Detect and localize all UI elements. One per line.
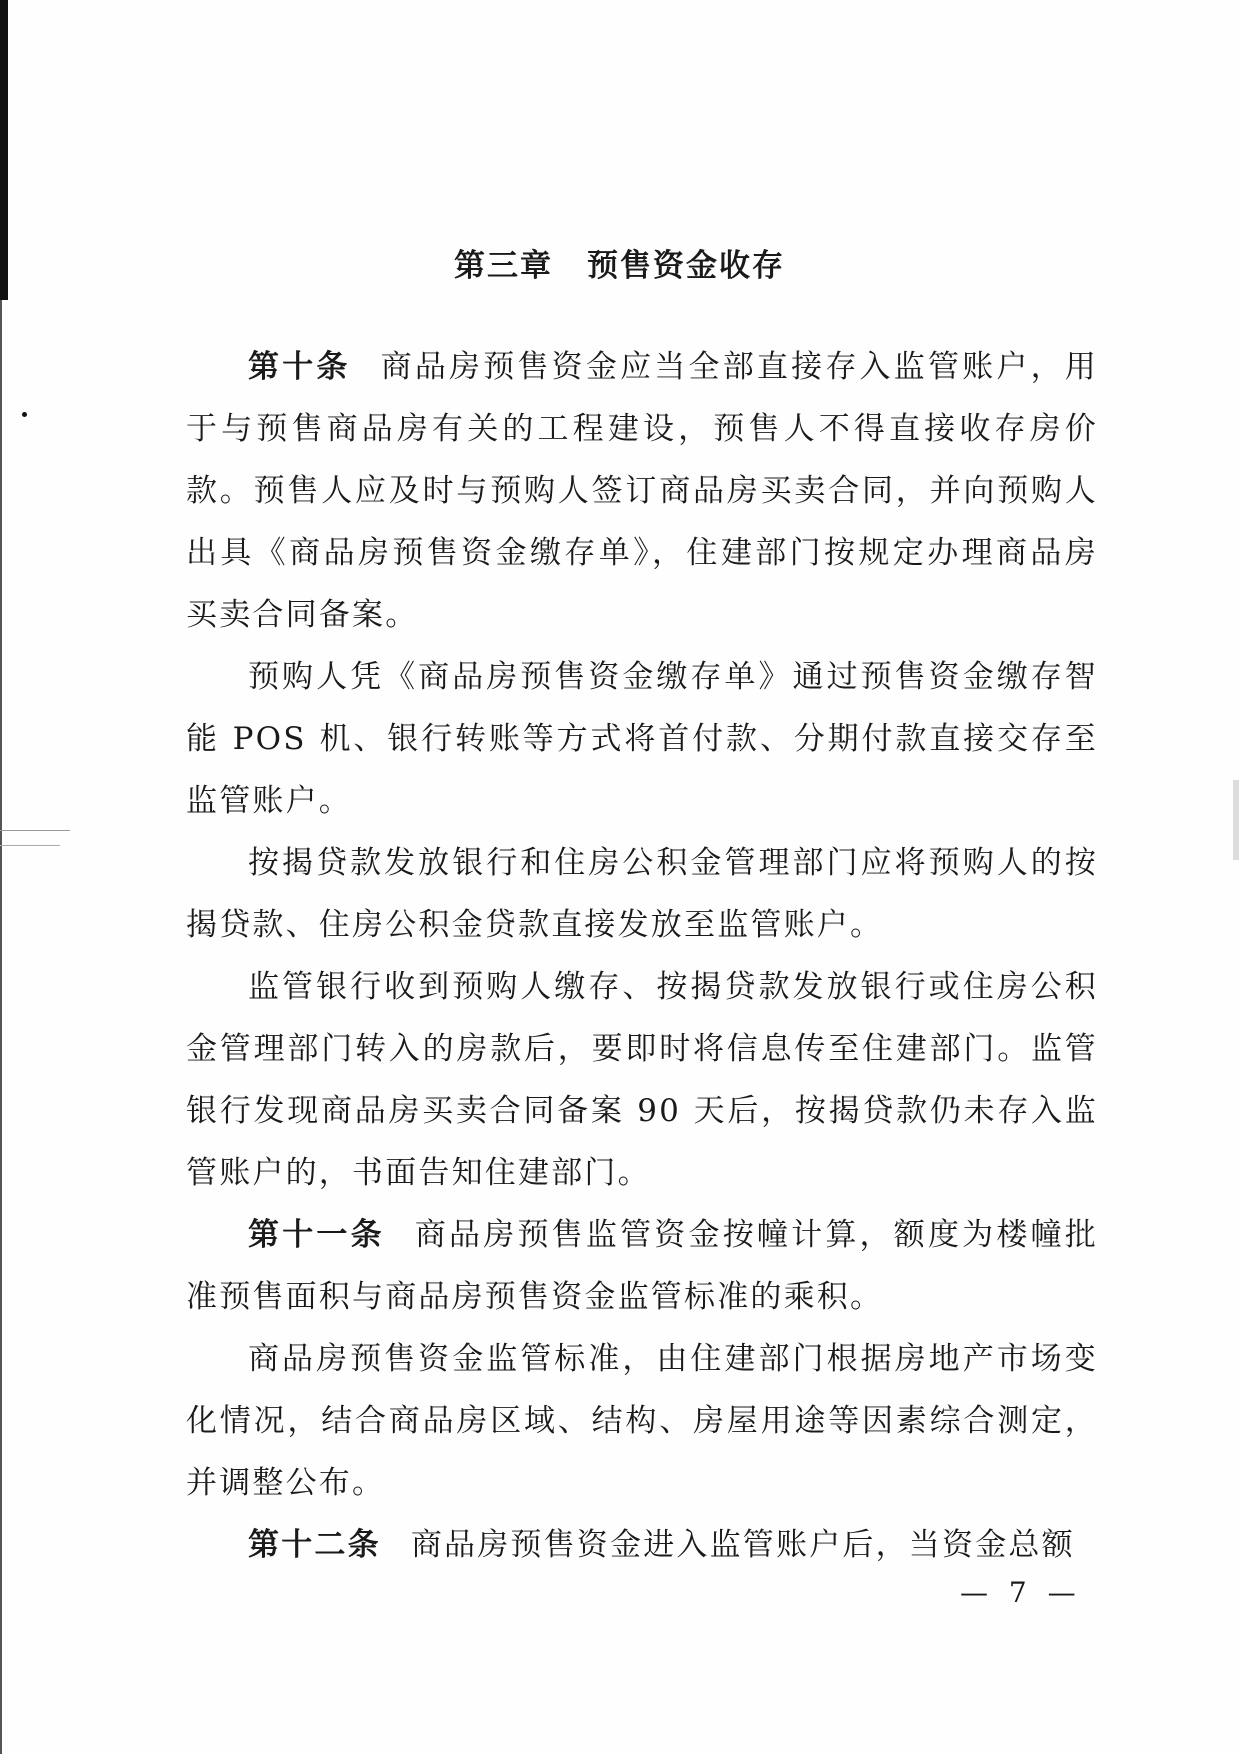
scan-right-artifact — [1233, 780, 1239, 860]
scan-line-artifact — [0, 845, 60, 846]
paragraph — [186, 956, 1098, 1204]
scan-edge-line — [0, 300, 2, 1754]
paragraph-text: 商品房预售资金应当全部直接存入监管账户，用于与预售商品房有关的工程建设，预售人不得直接收存房价款。预售人应及时与预购人签订商品房买卖合同，并向预购人出具《商品房预售资金缴存单》，住建部门按规定办理商品房买卖合同备案。 — [186, 349, 1098, 633]
paragraph — [186, 1204, 1098, 1328]
paragraph-text: 预购人凭《商品房预售资金缴存单》通过预售资金缴存智能 POS 机、银行转账等方式将首付款、分期付款直接交存至监管账户。 — [186, 659, 1098, 819]
paragraph-text: 按揭贷款发放银行和住房公积金管理部门应将预购人的按揭贷款、住房公积金贷款直接发放至监管账户。 — [186, 845, 1098, 943]
paragraph — [186, 336, 1098, 646]
document-body — [186, 336, 1098, 1576]
paragraph — [186, 1514, 1098, 1576]
paragraph — [186, 646, 1098, 832]
chapter-title: 预售资金收存 — [587, 248, 785, 284]
article-label: 第十条 — [248, 349, 351, 385]
chapter-heading — [0, 240, 1239, 285]
paragraph-text: 监管银行收到预购人缴存、按揭贷款发放银行或住房公积金管理部门转入的房款后，要即时将信息传至住建部门。监管银行发现商品房买卖合同备案 90 天后，按揭贷款仍未存入监管账户的，书面告知住建部门。 — [186, 969, 1098, 1191]
article-label: 第十一条 — [248, 1217, 385, 1253]
article-label: 第十二条 — [248, 1527, 381, 1563]
paragraph-text: 商品房预售资金进入监管账户后，当资金总额 — [410, 1527, 1075, 1563]
paragraph-text: 商品房预售监管资金按幢计算，额度为楼幢批准预售面积与商品房预售资金监管标准的乘积。 — [186, 1217, 1098, 1315]
chapter-number: 第三章 — [454, 248, 553, 284]
paragraph — [186, 1328, 1098, 1514]
paragraph-text: 商品房预售资金监管标准，由住建部门根据房地产市场变化情况，结合商品房区域、结构、房屋用途等因素综合测定，并调整公布。 — [186, 1341, 1098, 1501]
page-number: — 7 — — [960, 1576, 1082, 1609]
scan-dot-artifact — [22, 412, 27, 417]
paragraph — [186, 832, 1098, 956]
scan-line-artifact — [0, 830, 70, 831]
